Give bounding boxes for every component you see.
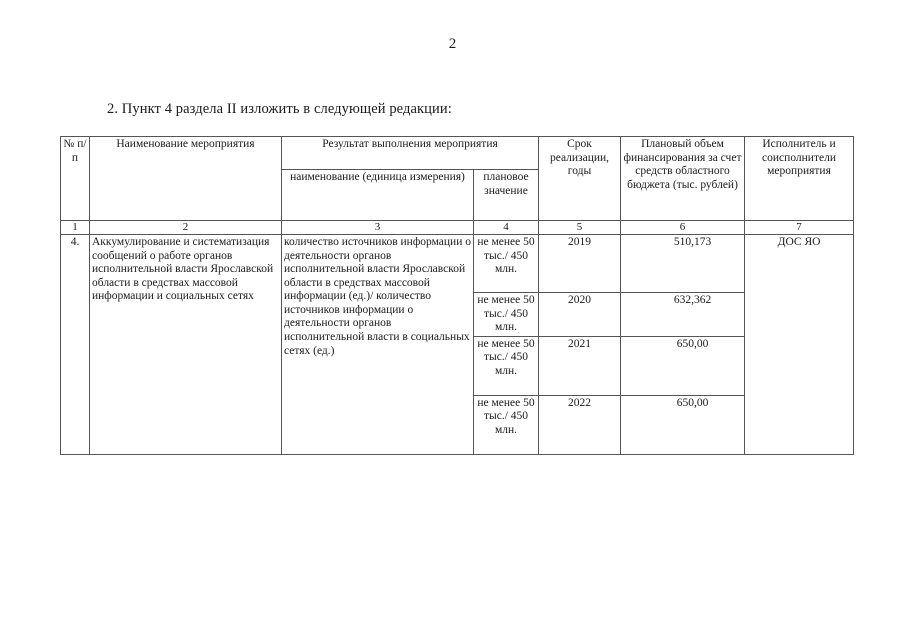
header-result-value: плановое значение	[474, 170, 539, 221]
column-number: 1	[61, 221, 90, 235]
page-number: 2	[448, 36, 457, 52]
column-number: 4	[474, 221, 539, 235]
row-amount: 650,00	[621, 395, 745, 454]
row-amount: 632,362	[621, 293, 745, 337]
row-name: Аккумулирование и систематизация сообщений о работе органов исполнительной власти Ярославской области в средствах массовой информации и социальных сетях	[90, 235, 282, 455]
row-planned-value: не менее 50 тыс./ 450 млн.	[474, 336, 539, 395]
row-result-name: количество источников информации о деятельности органов исполнительной власти Ярославской области в средствах массовой информации (ед.)/ количество источников информации о деятельности органов исполнительной власти в социальных сетях (ед.)	[282, 235, 474, 455]
column-number: 3	[282, 221, 474, 235]
header-name: Наименование мероприятия	[90, 137, 282, 221]
column-number: 7	[745, 221, 854, 235]
column-numbers-row	[61, 221, 854, 235]
section-heading: 2. Пункт 4 раздела II изложить в следующей редакции:	[107, 101, 452, 117]
row-planned-value: не менее 50 тыс./ 450 млн.	[474, 395, 539, 454]
row-amount: 510,173	[621, 235, 745, 293]
plan-table	[60, 136, 854, 455]
column-number: 5	[539, 221, 621, 235]
column-number: 2	[90, 221, 282, 235]
row-year: 2020	[539, 293, 621, 337]
table-row	[61, 235, 854, 293]
header-funding: Плановый объем финансирования за счет средств областного бюджета (тыс. рублей)	[621, 137, 745, 221]
row-executor: ДОС ЯО	[745, 235, 854, 455]
header-row-1	[61, 137, 854, 170]
row-year: 2021	[539, 336, 621, 395]
row-year: 2022	[539, 395, 621, 454]
row-num: 4.	[61, 235, 90, 455]
header-num: № п/п	[61, 137, 90, 221]
header-result: Результат выполнения мероприятия	[282, 137, 539, 170]
column-number: 6	[621, 221, 745, 235]
row-planned-value: не менее 50 тыс./ 450 млн.	[474, 235, 539, 293]
header-executor: Исполнитель и соисполнители мероприятия	[745, 137, 854, 221]
row-planned-value: не менее 50 тыс./ 450 млн.	[474, 293, 539, 337]
row-year: 2019	[539, 235, 621, 293]
header-term: Срок реализации, годы	[539, 137, 621, 221]
header-result-name: наименование (единица измерения)	[282, 170, 474, 221]
row-amount: 650,00	[621, 336, 745, 395]
